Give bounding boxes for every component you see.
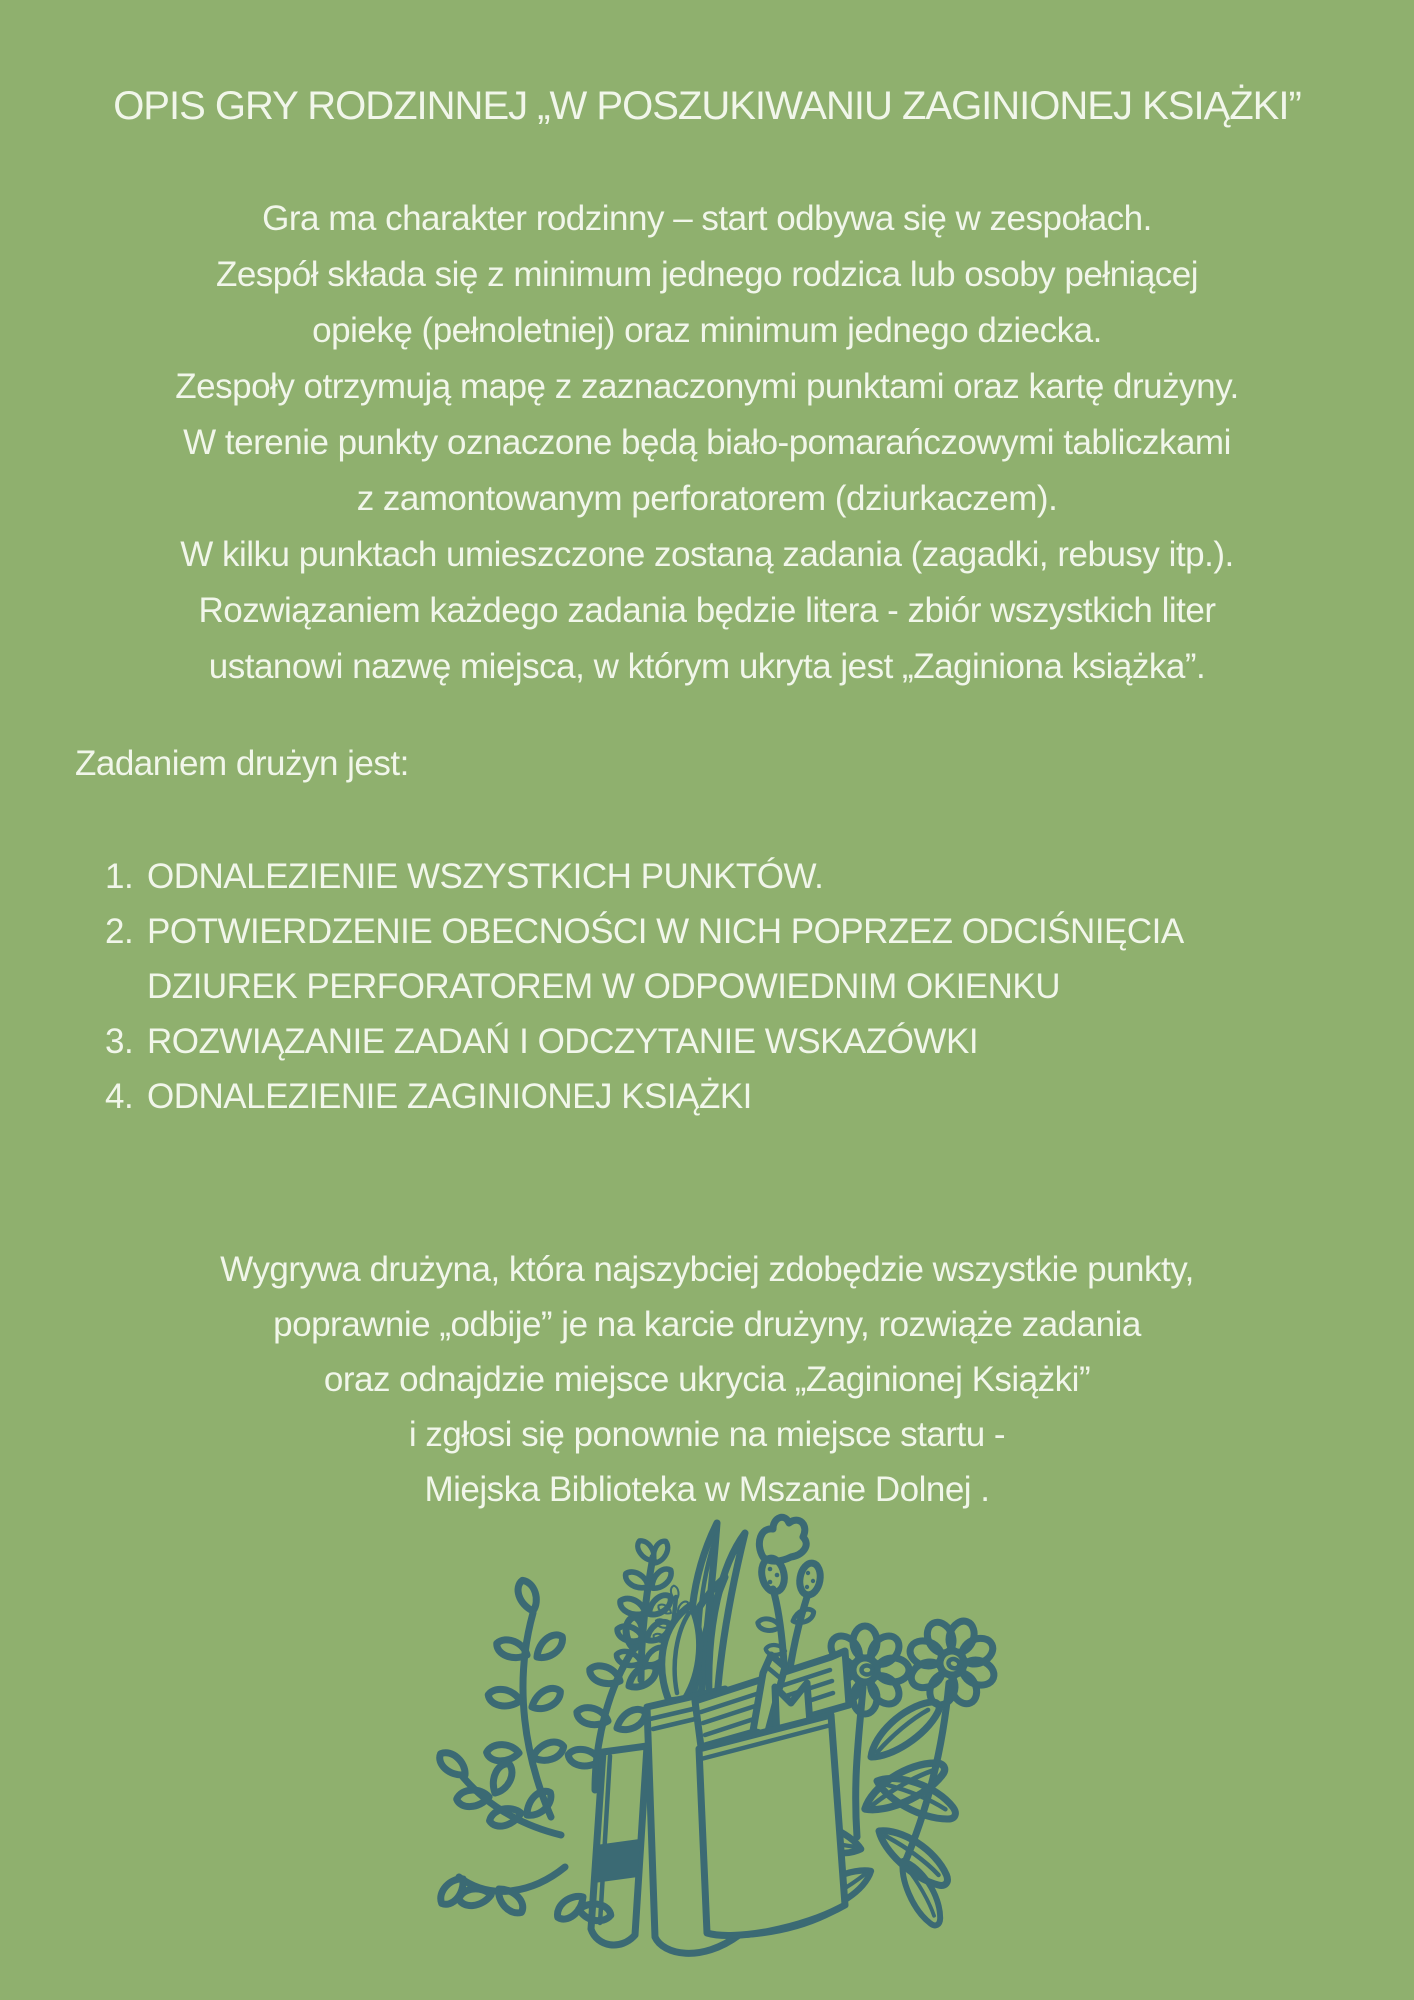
- closing-line: Wygrywa drużyna, która najszybciej zdobędzie wszystkie punkty,: [220, 1250, 1194, 1289]
- task-number: 1.: [105, 857, 134, 896]
- intro-line: opiekę (pełnoletniej) oraz minimum jednego dziecka.: [312, 311, 1102, 350]
- task-number: 2.: [105, 912, 134, 951]
- task-text: POTWIERDZENIE OBECNOŚCI W NICH POPRZEZ ODCIŚNIĘCIA DZIUREK PERFORATOREM W ODPOWIEDNIM OKIENKU: [147, 912, 1182, 1006]
- task-text: ODNALEZIENIE ZAGINIONEJ KSIĄŻKI: [147, 1077, 752, 1116]
- right-book-icon: [695, 1651, 849, 1936]
- books-with-flowers-svg: [433, 1505, 1033, 1995]
- tasks-list: [0, 849, 1225, 1124]
- task-item: [105, 1014, 1225, 1069]
- task-text: ROZWIĄZANIE ZADAŃ I ODCZYTANIE WSKAZÓWKI: [147, 1022, 979, 1061]
- task-number: 3.: [105, 1022, 134, 1061]
- intro-line: ustanowi nazwę miejsca, w którym ukryta jest „Zaginiona książka”.: [208, 647, 1206, 686]
- left-book-icon: [591, 1746, 647, 1945]
- closing-line: oraz odnajdzie miejsce ukrycia „Zaginionej Książki”: [323, 1360, 1091, 1399]
- closing-line: i zgłosi się ponownie na miejsce startu -: [408, 1415, 1006, 1454]
- intro-paragraph: [0, 191, 1414, 695]
- intro-line: Rozwiązaniem każdego zadania będzie litera - zbiór wszystkich liter: [198, 591, 1216, 630]
- closing-line: poprawnie „odbije” je na karcie drużyny, rozwiąże zadania: [273, 1305, 1141, 1344]
- task-text: ODNALEZIENIE WSZYSTKICH PUNKTÓW.: [147, 857, 824, 896]
- intro-line: W terenie punkty oznaczone będą biało-pomarańczowymi tabliczkami: [183, 423, 1231, 462]
- intro-line: Zespół składa się z minimum jednego rodzica lub osoby pełniącej: [215, 255, 1199, 294]
- task-item: [105, 904, 1225, 1014]
- berry-pods-icon: [756, 1517, 822, 1680]
- closing-line: Miejska Biblioteka w Mszanie Dolnej .: [424, 1470, 990, 1509]
- task-number: 4.: [105, 1077, 134, 1116]
- task-item: [105, 1069, 1225, 1124]
- intro-line: Gra ma charakter rodzinny – start odbywa się w zespołach.: [262, 199, 1152, 238]
- page-title: OPIS GRY RODZINNEJ „W POSZUKIWANIU ZAGINIONEJ KSIĄŻKI”: [113, 84, 1301, 128]
- closing-paragraph: [0, 1242, 1414, 1517]
- intro-line: Zespoły otrzymują mapę z zaznaczonymi punktami oraz kartę drużyny.: [175, 367, 1239, 406]
- books-with-flowers-illustration: [433, 1505, 1033, 1995]
- intro-line: W kilku punktach umieszczone zostaną zadania (zagadki, rebusy itp.).: [180, 535, 1234, 574]
- intro-line: z zamontowanym perforatorem (dziurkaczem).: [356, 479, 1058, 518]
- tasks-heading: Zadaniem drużyn jest:: [75, 744, 409, 783]
- task-item: [105, 849, 1225, 904]
